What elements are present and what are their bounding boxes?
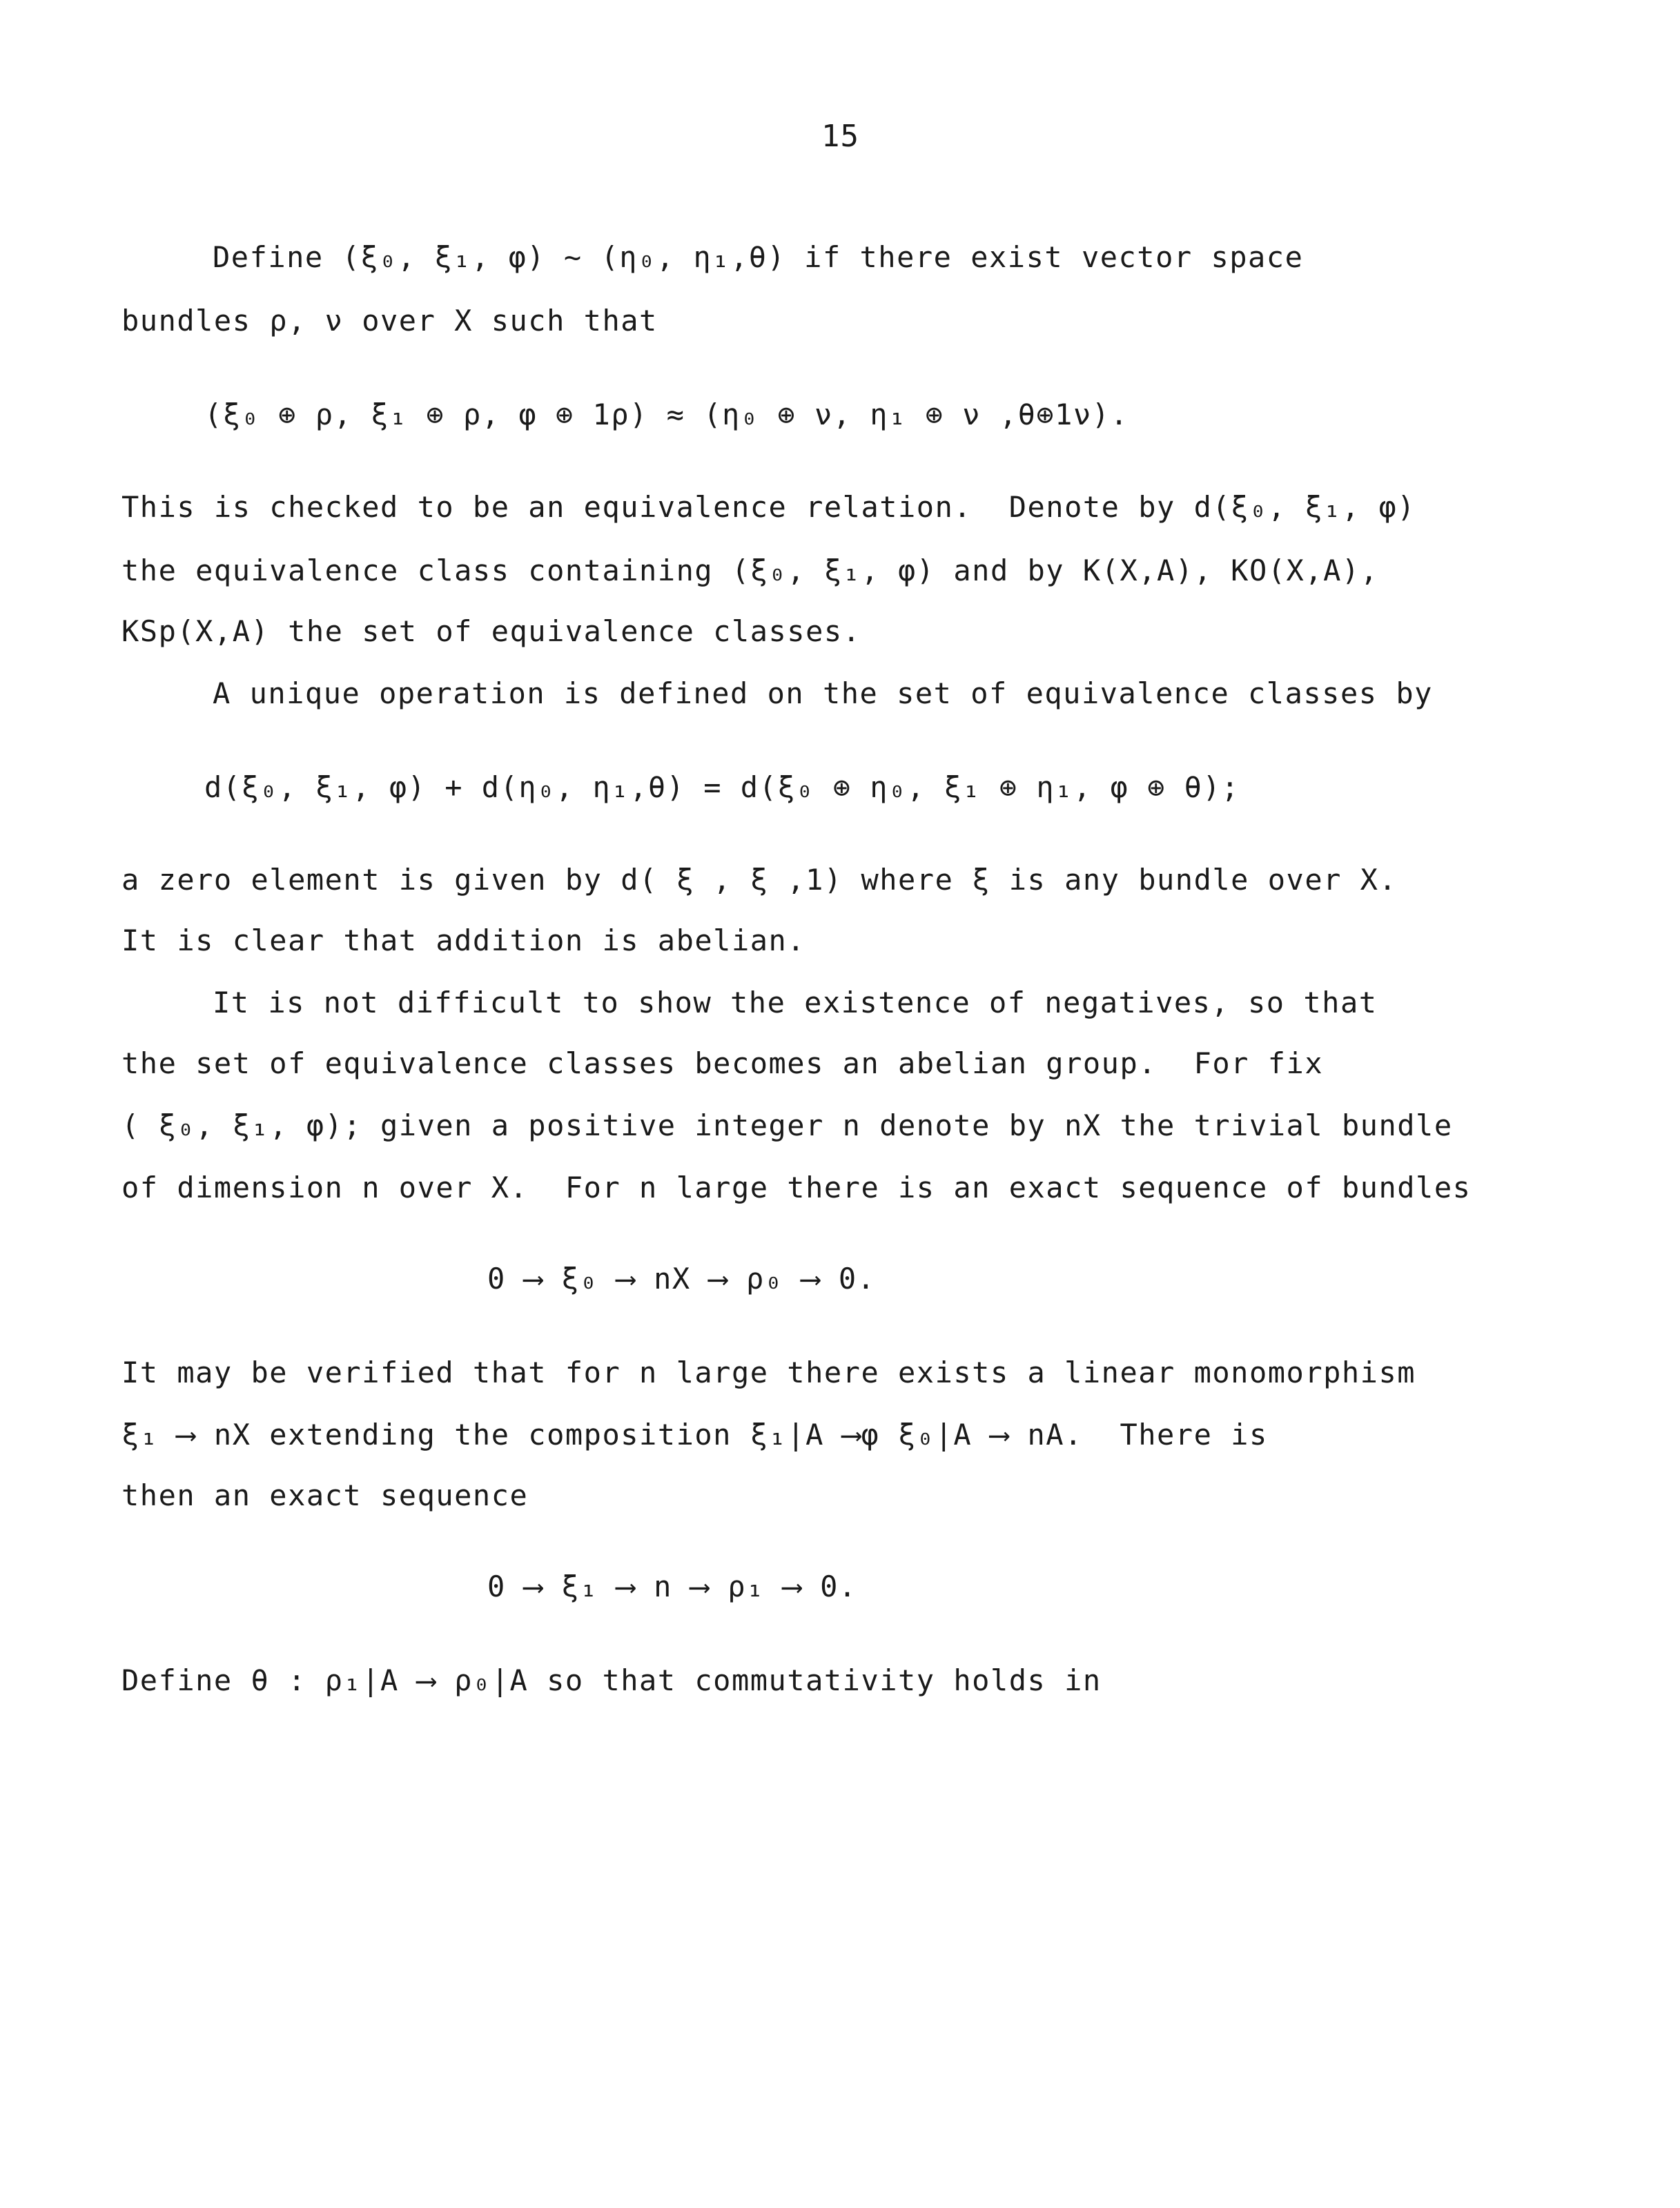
text-line-13: It may be verified that for n large there exists a linear monomorphism bbox=[121, 1356, 1416, 1389]
display-equation-4: 0 ⟶ ξ₁ ⟶ n ⟶ ρ₁ ⟶ 0. bbox=[487, 1570, 857, 1603]
text-line-16: Define θ : ρ₁|A ⟶ ρ₀|A so that commutativity holds in bbox=[121, 1663, 1102, 1697]
text-line-5: KSp(X,A) the set of equivalence classes. bbox=[121, 614, 861, 648]
display-equation-2: d(ξ₀, ξ₁, φ) + d(η₀, η₁,θ) = d(ξ₀ ⊕ η₀, ξ₁ ⊕ η₁, φ ⊕ θ); bbox=[204, 770, 1240, 804]
text-line-7: a zero element is given by d( ξ , ξ ,1) where ξ is any bundle over X. bbox=[121, 863, 1398, 897]
display-equation-1: (ξ₀ ⊕ ρ, ξ₁ ⊕ ρ, φ ⊕ 1ρ) ≈ (η₀ ⊕ ν, η₁ ⊕ ν ,θ⊕1ν). bbox=[204, 398, 1129, 431]
text-line-12: of dimension n over X. For n large there is an exact sequence of bundles bbox=[121, 1171, 1472, 1204]
text-line-14: ξ₁ ⟶ nX extending the composition ξ₁|A ⟶φ ξ₀|A ⟶ nA. There is bbox=[121, 1418, 1268, 1452]
text-line-8: It is clear that addition is abelian. bbox=[121, 924, 806, 957]
display-equation-3: 0 ⟶ ξ₀ ⟶ nX ⟶ ρ₀ ⟶ 0. bbox=[487, 1262, 876, 1296]
text-line-11: ( ξ₀, ξ₁, φ); given a positive integer n denote by nX the trivial bundle bbox=[121, 1108, 1453, 1142]
text-line-9: It is not difficult to show the existence of negatives, so that bbox=[213, 986, 1378, 1019]
page-number: 15 bbox=[821, 119, 859, 154]
text-line-2: bundles ρ, ν over X such that bbox=[121, 304, 658, 338]
text-line-3: This is checked to be an equivalence relation. Denote by d(ξ₀, ξ₁, φ) bbox=[121, 490, 1416, 524]
text-line-6: A unique operation is defined on the set of equivalence classes by bbox=[213, 676, 1433, 710]
text-line-10: the set of equivalence classes becomes an abelian group. For fix bbox=[121, 1046, 1324, 1080]
text-line-1: Define (ξ₀, ξ₁, φ) ~ (η₀, η₁,θ) if there exist vector space bbox=[213, 240, 1304, 274]
text-line-4: the equivalence class containing (ξ₀, ξ₁, φ) and by K(X,A), KO(X,A), bbox=[121, 554, 1379, 587]
text-line-15: then an exact sequence bbox=[121, 1478, 529, 1512]
